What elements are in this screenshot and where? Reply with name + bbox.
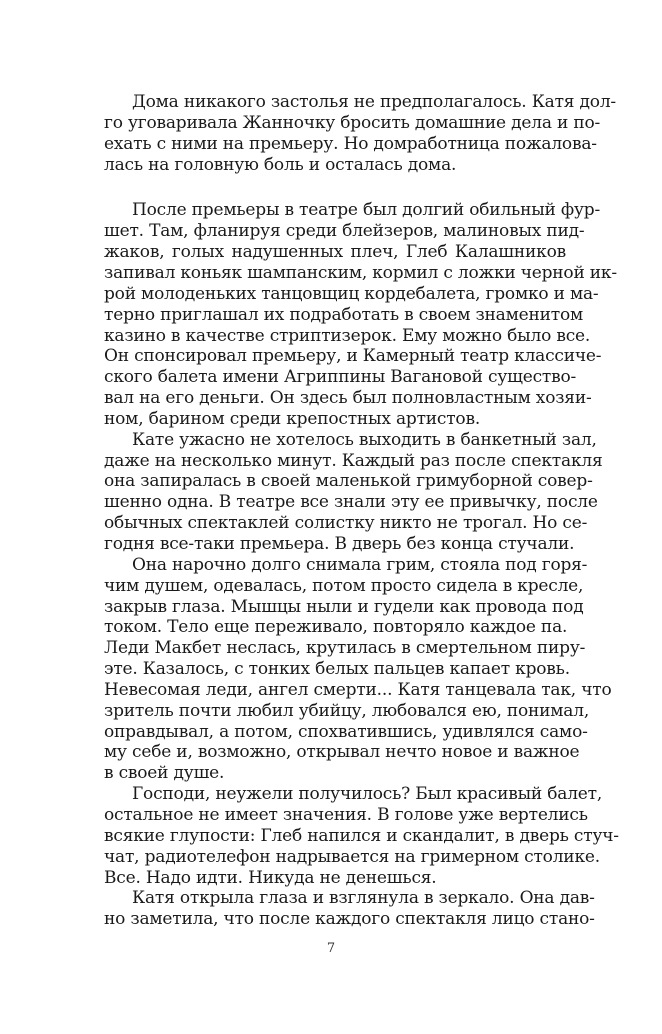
text-line: годня все-таки премьера. В дверь без конца стучали. (104, 533, 575, 554)
text-line: жаков, голых надушенных плеч, Глеб Калашников (104, 242, 566, 263)
text-line: эте. Казалось, с тонких белых пальцев капает кровь. (104, 659, 570, 679)
text-line: лась на головную боль и осталась дома. (104, 154, 457, 175)
text-line: казино в качестве стриптизерок. Ему можно было все. (104, 325, 591, 346)
text-line: в своей душе. (104, 763, 225, 784)
text-line: всякие глупости: Глеб напился и скандалит, в дверь стуч- (104, 825, 619, 846)
text-line: но заметила, что после каждого спектакля лицо стано- (104, 909, 595, 930)
text-line: Она нарочно долго снимала грим, стояла под горя- (132, 554, 588, 575)
text-line: Катя открыла глаза и взглянула в зеркало. Она дав- (132, 888, 595, 909)
text-line: оправдывал, а потом, спохватившись, удивлялся само- (104, 721, 588, 742)
text-line: обычных спектаклей солистку никто не трогал. Но се- (104, 513, 588, 534)
text-line: Невесомая леди, ангел смерти... Катя танцевала так, что (104, 679, 612, 700)
text-line: Леди Макбет неслась, крутилась в смертельном пиру- (104, 638, 586, 659)
text-line: закрыв глаза. Мышцы ныли и гудели как провода под (104, 596, 584, 617)
text-line: терно приглашал их подработать в своем знаменитом (104, 304, 584, 325)
text-line: му себе и, возможно, открывал нечто новое и важное (104, 742, 580, 763)
text-line: чим душем, одевалась, потом просто сидела в кресле, (104, 575, 584, 596)
text-line: остальное не имеет значения. В голове уже вертелись (104, 804, 588, 825)
text-line: рой молоденьких танцовщиц кордебалета, громко и ма- (104, 283, 599, 304)
text-line: го уговаривала Жанночку бросить домашние дела и по- (104, 112, 601, 133)
text-line: током. Тело еще переживало, повторяло каждое па. (104, 617, 568, 638)
text-line: вал на его деньги. Он здесь был полновластным хозяи- (104, 388, 592, 408)
text-line: ского балета имени Агриппины Вагановой существо- (104, 367, 577, 388)
text-line: ехать с ними на премьеру. Но домработница пожалова- (104, 133, 597, 154)
text-line: зритель почти любил убийцу, любовался ею, понимал, (104, 700, 590, 721)
text-line: она запиралась в своей маленькой гримуборной совер- (104, 471, 593, 492)
text-line: шет. Там, фланируя среди блейзеров, малиновых пид- (104, 221, 585, 242)
text-line: запивал коньяк шампанским, кормил с ложки черной ик- (104, 262, 617, 283)
page-number: 7 (326, 941, 336, 956)
text-line: После премьеры в театре был долгий обильный фур- (132, 200, 601, 221)
text-line: шенно одна. В театре все знали эту ее привычку, после (104, 492, 598, 513)
text-line: ном, барином среди крепостных артистов. (104, 408, 481, 429)
text-line: Он спонсировал премьеру, и Камерный театр классиче- (104, 346, 602, 367)
text-line: Дома никакого застолья не предполагалось. Катя дол- (132, 92, 616, 112)
text-line: Все. Надо идти. Никуда не денешься. (104, 867, 437, 888)
text-line: Господи, неужели получилось? Был красивый балет, (132, 784, 603, 805)
text-line: даже на несколько минут. Каждый раз после спектакля (104, 450, 603, 471)
text-line: чат, радиотелефон надрывается на гримерном столике. (104, 846, 600, 867)
text-line: Кате ужасно не хотелось выходить в банкетный зал, (132, 429, 597, 450)
